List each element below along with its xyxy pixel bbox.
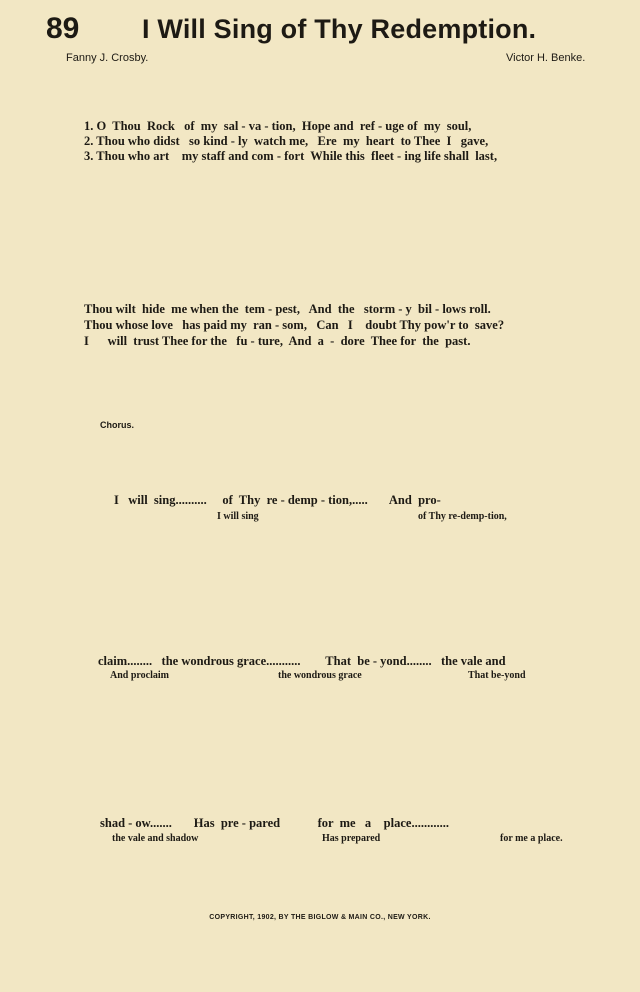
verse-2-line-2: Thou whose love has paid my ran - som, Can I doubt Thy pow'r to save? [84,318,505,332]
composer-credit: Victor H. Benke. [506,52,586,64]
chorus-tenor-1: I will sing [217,511,259,522]
author-credit: Fanny J. Crosby. [66,52,149,64]
chorus-tenor-2: of Thy re-demp-tion, [418,511,507,522]
verse-2-line-1: 2. Thou who didst so kind - ly watch me, Ere my heart to Thee I gave, [84,134,489,148]
hymn-number: 89 [46,12,80,45]
chorus-tenor-7: Has prepared [322,833,381,844]
verse-1-line-2: Thou wilt hide me when the tem - pest, And the storm - y bil - lows roll. [84,302,491,316]
chorus-soprano-line-2: claim........ the wondrous grace........... That be - yond........ the vale and [98,654,506,668]
verse-1-line-1: 1. O Thou Rock of my sal - va - tion, Hope and ref - uge of my soul, [84,119,472,133]
chorus-tenor-8: for me a place. [500,833,563,844]
chorus-soprano-line-1: I will sing.......... of Thy re - demp - tion,..... And pro- [114,493,441,507]
copyright-notice: COPYRIGHT, 1902, BY THE BIGLOW & MAIN CO., NEW YORK. [209,914,431,921]
verse-3-line-1: 3. Thou who art my staff and com - fort While this fleet - ing life shall last, [84,149,498,163]
chorus-label: Chorus. [100,420,135,430]
chorus-tenor-6: the vale and shadow [112,833,199,844]
chorus-soprano-line-3: shad - ow....... Has pre - pared for me a place............ [100,816,449,830]
chorus-tenor-4: the wondrous grace [278,670,362,681]
chorus-tenor-3: And proclaim [110,670,169,681]
chorus-tenor-5: That be-yond [468,670,526,681]
verse-3-line-2: I will trust Thee for the fu - ture, And a - dore Thee for the past. [84,334,471,348]
hymn-title: I Will Sing of Thy Redemption. [142,14,537,44]
